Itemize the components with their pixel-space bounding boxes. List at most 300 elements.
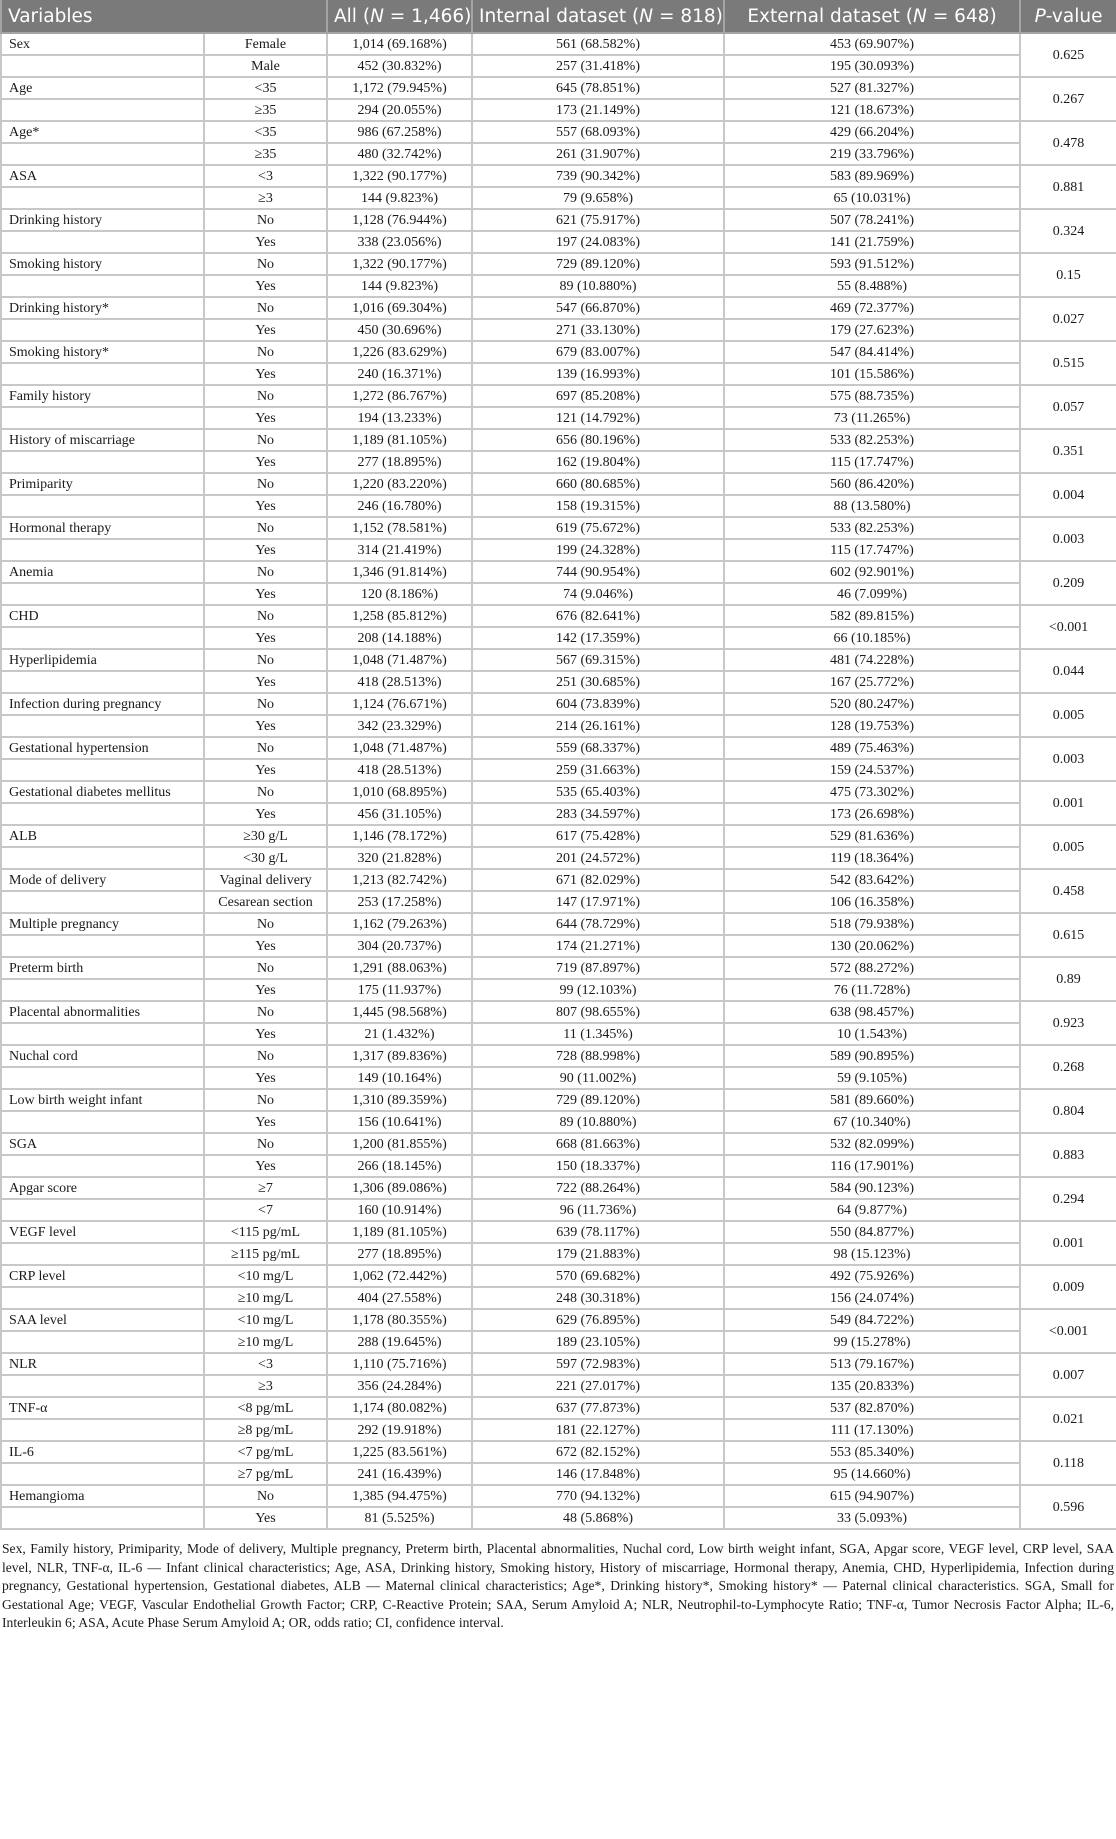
table-row — [1, 1419, 1116, 1441]
external-count-cell: 95 (14.660%) — [724, 1463, 1020, 1485]
all-count-cell: 144 (9.823%) — [327, 187, 472, 209]
all-count-cell: 480 (32.742%) — [327, 143, 472, 165]
table-row — [1, 1045, 1116, 1067]
variable-name-cell — [1, 231, 204, 253]
table-row — [1, 473, 1116, 495]
external-count-cell: 453 (69.907%) — [724, 33, 1020, 55]
variable-name-cell: ALB — [1, 825, 204, 847]
internal-count-cell: 201 (24.572%) — [472, 847, 724, 869]
internal-count-cell: 181 (22.127%) — [472, 1419, 724, 1441]
external-count-cell: 638 (98.457%) — [724, 1001, 1020, 1023]
all-count-cell: 294 (20.055%) — [327, 99, 472, 121]
internal-count-cell: 146 (17.848%) — [472, 1463, 724, 1485]
p-value-cell: 0.478 — [1020, 121, 1116, 165]
internal-count-cell: 150 (18.337%) — [472, 1155, 724, 1177]
table-body — [1, 33, 1116, 1529]
table-row — [1, 209, 1116, 231]
level-cell: Yes — [204, 451, 327, 473]
all-count-cell: 253 (17.258%) — [327, 891, 472, 913]
table-row — [1, 319, 1116, 341]
table-row — [1, 253, 1116, 275]
p-value-cell: <0.001 — [1020, 605, 1116, 649]
all-count-cell: 208 (14.188%) — [327, 627, 472, 649]
internal-count-cell: 739 (90.342%) — [472, 165, 724, 187]
all-count-cell: 81 (5.525%) — [327, 1507, 472, 1529]
table-row — [1, 957, 1116, 979]
table-row — [1, 1177, 1116, 1199]
table-row — [1, 77, 1116, 99]
external-count-cell: 73 (11.265%) — [724, 407, 1020, 429]
external-count-cell: 195 (30.093%) — [724, 55, 1020, 77]
all-count-cell: 1,346 (91.814%) — [327, 561, 472, 583]
table-row — [1, 517, 1116, 539]
table-row — [1, 99, 1116, 121]
external-count-cell: 481 (74.228%) — [724, 649, 1020, 671]
all-count-cell: 1,146 (78.172%) — [327, 825, 472, 847]
table-row — [1, 671, 1116, 693]
internal-count-cell: 271 (33.130%) — [472, 319, 724, 341]
external-count-cell: 583 (89.969%) — [724, 165, 1020, 187]
external-count-cell: 33 (5.093%) — [724, 1507, 1020, 1529]
variable-name-cell: SAA level — [1, 1309, 204, 1331]
external-count-cell: 46 (7.099%) — [724, 583, 1020, 605]
variable-name-cell — [1, 451, 204, 473]
variable-name-cell — [1, 891, 204, 913]
table-row — [1, 1133, 1116, 1155]
internal-count-cell: 199 (24.328%) — [472, 539, 724, 561]
variable-name-cell — [1, 1111, 204, 1133]
internal-count-cell: 619 (75.672%) — [472, 517, 724, 539]
internal-count-cell: 142 (17.359%) — [472, 627, 724, 649]
table-row — [1, 1221, 1116, 1243]
internal-count-cell: 96 (11.736%) — [472, 1199, 724, 1221]
table-row — [1, 539, 1116, 561]
level-cell: ≥30 g/L — [204, 825, 327, 847]
internal-count-cell: 728 (88.998%) — [472, 1045, 724, 1067]
table-row — [1, 341, 1116, 363]
variable-name-cell — [1, 539, 204, 561]
level-cell: Yes — [204, 671, 327, 693]
all-count-cell: 246 (16.780%) — [327, 495, 472, 517]
level-cell: <10 mg/L — [204, 1265, 327, 1287]
internal-count-cell: 48 (5.868%) — [472, 1507, 724, 1529]
external-count-cell: 602 (92.901%) — [724, 561, 1020, 583]
all-count-cell: 1,385 (94.475%) — [327, 1485, 472, 1507]
level-cell: No — [204, 429, 327, 451]
p-value-cell: 0.351 — [1020, 429, 1116, 473]
variable-name-cell: Low birth weight infant — [1, 1089, 204, 1111]
variable-name-cell — [1, 1067, 204, 1089]
external-count-cell: 98 (15.123%) — [724, 1243, 1020, 1265]
all-count-cell: 194 (13.233%) — [327, 407, 472, 429]
all-count-cell: 156 (10.641%) — [327, 1111, 472, 1133]
table-row — [1, 385, 1116, 407]
all-count-cell: 1,110 (75.716%) — [327, 1353, 472, 1375]
external-count-cell: 533 (82.253%) — [724, 517, 1020, 539]
all-count-cell: 1,014 (69.168%) — [327, 33, 472, 55]
table-row — [1, 451, 1116, 473]
internal-count-cell: 90 (11.002%) — [472, 1067, 724, 1089]
external-count-cell: 581 (89.660%) — [724, 1089, 1020, 1111]
level-cell: No — [204, 253, 327, 275]
internal-count-cell: 570 (69.682%) — [472, 1265, 724, 1287]
external-count-cell: 615 (94.907%) — [724, 1485, 1020, 1507]
all-count-cell: 277 (18.895%) — [327, 451, 472, 473]
level-cell: <35 — [204, 77, 327, 99]
internal-count-cell: 644 (78.729%) — [472, 913, 724, 935]
p-value-cell: 0.001 — [1020, 781, 1116, 825]
all-count-cell: 1,128 (76.944%) — [327, 209, 472, 231]
all-count-cell: 1,322 (90.177%) — [327, 165, 472, 187]
all-count-cell: 1,048 (71.487%) — [327, 649, 472, 671]
variable-name-cell: Drinking history — [1, 209, 204, 231]
level-cell: Male — [204, 55, 327, 77]
level-cell: <7 pg/mL — [204, 1441, 327, 1463]
table-row — [1, 891, 1116, 913]
all-count-cell: 450 (30.696%) — [327, 319, 472, 341]
variable-name-cell: Hemangioma — [1, 1485, 204, 1507]
internal-count-cell: 559 (68.337%) — [472, 737, 724, 759]
table-row — [1, 1089, 1116, 1111]
p-value-cell: <0.001 — [1020, 1309, 1116, 1353]
variable-name-cell: NLR — [1, 1353, 204, 1375]
level-cell: Yes — [204, 583, 327, 605]
external-count-cell: 76 (11.728%) — [724, 979, 1020, 1001]
external-count-cell: 492 (75.926%) — [724, 1265, 1020, 1287]
internal-count-cell: 251 (30.685%) — [472, 671, 724, 693]
all-count-cell: 1,178 (80.355%) — [327, 1309, 472, 1331]
p-value-cell: 0.923 — [1020, 1001, 1116, 1045]
variable-name-cell: ASA — [1, 165, 204, 187]
internal-count-cell: 645 (78.851%) — [472, 77, 724, 99]
all-count-cell: 342 (23.329%) — [327, 715, 472, 737]
level-cell: Yes — [204, 319, 327, 341]
level-cell: ≥3 — [204, 1375, 327, 1397]
external-count-cell: 64 (9.877%) — [724, 1199, 1020, 1221]
all-count-cell: 404 (27.558%) — [327, 1287, 472, 1309]
table-row — [1, 407, 1116, 429]
internal-count-cell: 807 (98.655%) — [472, 1001, 724, 1023]
table-row — [1, 231, 1116, 253]
all-count-cell: 240 (16.371%) — [327, 363, 472, 385]
variable-name-cell — [1, 495, 204, 517]
all-count-cell: 21 (1.432%) — [327, 1023, 472, 1045]
table-row — [1, 1331, 1116, 1353]
level-cell: Yes — [204, 539, 327, 561]
variable-name-cell: Hyperlipidemia — [1, 649, 204, 671]
variable-name-cell: Sex — [1, 33, 204, 55]
level-cell: Yes — [204, 275, 327, 297]
all-count-cell: 1,189 (81.105%) — [327, 429, 472, 451]
external-count-cell: 99 (15.278%) — [724, 1331, 1020, 1353]
variable-name-cell: CHD — [1, 605, 204, 627]
p-value-cell: 0.021 — [1020, 1397, 1116, 1441]
internal-count-cell: 139 (16.993%) — [472, 363, 724, 385]
all-count-cell: 277 (18.895%) — [327, 1243, 472, 1265]
level-cell: Yes — [204, 1023, 327, 1045]
level-cell: Cesarean section — [204, 891, 327, 913]
variable-name-cell: Smoking history* — [1, 341, 204, 363]
p-value-cell: 0.596 — [1020, 1485, 1116, 1529]
all-count-cell: 1,152 (78.581%) — [327, 517, 472, 539]
table-header-row — [1, 0, 1116, 33]
p-value-cell: 0.458 — [1020, 869, 1116, 913]
level-cell: <7 — [204, 1199, 327, 1221]
table-row — [1, 649, 1116, 671]
internal-count-cell: 197 (24.083%) — [472, 231, 724, 253]
level-cell: ≥3 — [204, 187, 327, 209]
table-row — [1, 275, 1116, 297]
external-count-cell: 128 (19.753%) — [724, 715, 1020, 737]
level-cell: No — [204, 649, 327, 671]
table-row — [1, 737, 1116, 759]
p-value-cell: 0.027 — [1020, 297, 1116, 341]
variable-name-cell: History of miscarriage — [1, 429, 204, 451]
level-cell: <115 pg/mL — [204, 1221, 327, 1243]
all-count-cell: 418 (28.513%) — [327, 759, 472, 781]
internal-count-cell: 121 (14.792%) — [472, 407, 724, 429]
variable-name-cell — [1, 1331, 204, 1353]
variable-name-cell — [1, 275, 204, 297]
p-value-cell: 0.615 — [1020, 913, 1116, 957]
internal-count-cell: 214 (26.161%) — [472, 715, 724, 737]
all-count-cell: 986 (67.258%) — [327, 121, 472, 143]
external-count-cell: 582 (89.815%) — [724, 605, 1020, 627]
variable-name-cell — [1, 847, 204, 869]
table-row — [1, 583, 1116, 605]
external-count-cell: 115 (17.747%) — [724, 539, 1020, 561]
level-cell: Yes — [204, 627, 327, 649]
all-count-cell: 120 (8.186%) — [327, 583, 472, 605]
all-count-cell: 1,225 (83.561%) — [327, 1441, 472, 1463]
p-value-cell: 0.003 — [1020, 517, 1116, 561]
p-value-cell: 0.267 — [1020, 77, 1116, 121]
variable-name-cell — [1, 1199, 204, 1221]
internal-count-cell: 660 (80.685%) — [472, 473, 724, 495]
internal-count-cell: 221 (27.017%) — [472, 1375, 724, 1397]
external-count-cell: 513 (79.167%) — [724, 1353, 1020, 1375]
internal-count-cell: 11 (1.345%) — [472, 1023, 724, 1045]
p-value-cell: 0.007 — [1020, 1353, 1116, 1397]
level-cell: Yes — [204, 407, 327, 429]
level-cell: <10 mg/L — [204, 1309, 327, 1331]
internal-count-cell: 261 (31.907%) — [472, 143, 724, 165]
variable-name-cell — [1, 1287, 204, 1309]
all-count-cell: 452 (30.832%) — [327, 55, 472, 77]
all-count-cell: 304 (20.737%) — [327, 935, 472, 957]
all-count-cell: 1,048 (71.487%) — [327, 737, 472, 759]
level-cell: No — [204, 957, 327, 979]
table-row — [1, 297, 1116, 319]
table-row — [1, 121, 1116, 143]
external-count-cell: 66 (10.185%) — [724, 627, 1020, 649]
level-cell: No — [204, 1089, 327, 1111]
internal-count-cell: 637 (77.873%) — [472, 1397, 724, 1419]
p-value-cell: 0.881 — [1020, 165, 1116, 209]
table-row — [1, 187, 1116, 209]
level-cell: No — [204, 693, 327, 715]
all-count-cell: 1,272 (86.767%) — [327, 385, 472, 407]
variable-name-cell: Age — [1, 77, 204, 99]
table-row — [1, 869, 1116, 891]
level-cell: Yes — [204, 495, 327, 517]
level-cell: Yes — [204, 1111, 327, 1133]
level-cell: ≥10 mg/L — [204, 1287, 327, 1309]
variable-name-cell: CRP level — [1, 1265, 204, 1287]
internal-count-cell: 259 (31.663%) — [472, 759, 724, 781]
internal-count-cell: 173 (21.149%) — [472, 99, 724, 121]
table-row — [1, 803, 1116, 825]
table-row — [1, 847, 1116, 869]
level-cell: <8 pg/mL — [204, 1397, 327, 1419]
external-count-cell: 575 (88.735%) — [724, 385, 1020, 407]
variable-name-cell: Drinking history* — [1, 297, 204, 319]
external-count-cell: 549 (84.722%) — [724, 1309, 1020, 1331]
variable-name-cell — [1, 627, 204, 649]
table-row — [1, 55, 1116, 77]
all-count-cell: 266 (18.145%) — [327, 1155, 472, 1177]
external-count-cell: 532 (82.099%) — [724, 1133, 1020, 1155]
level-cell: Yes — [204, 363, 327, 385]
variable-name-cell: Placental abnormalities — [1, 1001, 204, 1023]
table-row — [1, 627, 1116, 649]
variable-name-cell: Age* — [1, 121, 204, 143]
variable-name-cell: Multiple pregnancy — [1, 913, 204, 935]
external-count-cell: 167 (25.772%) — [724, 671, 1020, 693]
level-cell: <35 — [204, 121, 327, 143]
level-cell: No — [204, 473, 327, 495]
external-count-cell: 560 (86.420%) — [724, 473, 1020, 495]
all-count-cell: 144 (9.823%) — [327, 275, 472, 297]
header-external: External dataset (N = 648) — [724, 0, 1020, 33]
external-count-cell: 572 (88.272%) — [724, 957, 1020, 979]
all-count-cell: 1,306 (89.086%) — [327, 1177, 472, 1199]
level-cell: ≥7 pg/mL — [204, 1463, 327, 1485]
external-count-cell: 589 (90.895%) — [724, 1045, 1020, 1067]
external-count-cell: 179 (27.623%) — [724, 319, 1020, 341]
table-row — [1, 759, 1116, 781]
header-internal: Internal dataset (N = 818) — [472, 0, 724, 33]
external-count-cell: 135 (20.833%) — [724, 1375, 1020, 1397]
table-row — [1, 781, 1116, 803]
all-count-cell: 1,016 (69.304%) — [327, 297, 472, 319]
table-row — [1, 913, 1116, 935]
external-count-cell: 507 (78.241%) — [724, 209, 1020, 231]
internal-count-cell: 257 (31.418%) — [472, 55, 724, 77]
internal-count-cell: 719 (87.897%) — [472, 957, 724, 979]
internal-count-cell: 668 (81.663%) — [472, 1133, 724, 1155]
level-cell: No — [204, 341, 327, 363]
variable-name-cell — [1, 319, 204, 341]
variable-name-cell — [1, 715, 204, 737]
table-row — [1, 1265, 1116, 1287]
all-count-cell: 320 (21.828%) — [327, 847, 472, 869]
table-row — [1, 1485, 1116, 1507]
table-row — [1, 605, 1116, 627]
external-count-cell: 10 (1.543%) — [724, 1023, 1020, 1045]
all-count-cell: 1,172 (79.945%) — [327, 77, 472, 99]
external-count-cell: 593 (91.512%) — [724, 253, 1020, 275]
internal-count-cell: 147 (17.971%) — [472, 891, 724, 913]
p-value-cell: 0.268 — [1020, 1045, 1116, 1089]
table-row — [1, 825, 1116, 847]
external-count-cell: 527 (81.327%) — [724, 77, 1020, 99]
table-row — [1, 1287, 1116, 1309]
table-row — [1, 495, 1116, 517]
level-cell: <3 — [204, 165, 327, 187]
internal-count-cell: 74 (9.046%) — [472, 583, 724, 605]
level-cell: ≥7 — [204, 1177, 327, 1199]
external-count-cell: 469 (72.377%) — [724, 297, 1020, 319]
external-count-cell: 156 (24.074%) — [724, 1287, 1020, 1309]
p-value-cell: 0.005 — [1020, 825, 1116, 869]
variable-name-cell — [1, 187, 204, 209]
header-variables: Variables — [1, 0, 327, 33]
table-row — [1, 1397, 1116, 1419]
p-value-cell: 0.004 — [1020, 473, 1116, 517]
table-row — [1, 33, 1116, 55]
external-count-cell: 111 (17.130%) — [724, 1419, 1020, 1441]
variable-name-cell — [1, 407, 204, 429]
table-row — [1, 1309, 1116, 1331]
variable-name-cell — [1, 1507, 204, 1529]
level-cell: No — [204, 1485, 327, 1507]
variable-name-cell: Mode of delivery — [1, 869, 204, 891]
external-count-cell: 533 (82.253%) — [724, 429, 1020, 451]
external-count-cell: 520 (80.247%) — [724, 693, 1020, 715]
variable-name-cell: Gestational diabetes mellitus — [1, 781, 204, 803]
level-cell: No — [204, 1001, 327, 1023]
level-cell: ≥35 — [204, 143, 327, 165]
p-value-cell: 0.804 — [1020, 1089, 1116, 1133]
external-count-cell: 65 (10.031%) — [724, 187, 1020, 209]
table-row — [1, 1111, 1116, 1133]
table-row — [1, 1155, 1116, 1177]
variable-name-cell: TNF-α — [1, 1397, 204, 1419]
level-cell: Female — [204, 33, 327, 55]
p-value-cell: 0.625 — [1020, 33, 1116, 77]
level-cell: No — [204, 517, 327, 539]
external-count-cell: 219 (33.796%) — [724, 143, 1020, 165]
header-all: All (N = 1,466) — [327, 0, 472, 33]
level-cell: No — [204, 385, 327, 407]
internal-count-cell: 89 (10.880%) — [472, 275, 724, 297]
variable-name-cell — [1, 143, 204, 165]
internal-count-cell: 597 (72.983%) — [472, 1353, 724, 1375]
internal-count-cell: 744 (90.954%) — [472, 561, 724, 583]
variable-name-cell: Smoking history — [1, 253, 204, 275]
all-count-cell: 1,200 (81.855%) — [327, 1133, 472, 1155]
level-cell: ≥35 — [204, 99, 327, 121]
variable-name-cell: Apgar score — [1, 1177, 204, 1199]
internal-count-cell: 79 (9.658%) — [472, 187, 724, 209]
level-cell: Yes — [204, 979, 327, 1001]
all-count-cell: 1,189 (81.105%) — [327, 1221, 472, 1243]
level-cell: Yes — [204, 231, 327, 253]
level-cell: No — [204, 1045, 327, 1067]
variable-name-cell — [1, 1243, 204, 1265]
table-row — [1, 979, 1116, 1001]
level-cell: Vaginal delivery — [204, 869, 327, 891]
level-cell: Yes — [204, 1507, 327, 1529]
variable-name-cell: Hormonal therapy — [1, 517, 204, 539]
variable-name-cell — [1, 583, 204, 605]
external-count-cell: 489 (75.463%) — [724, 737, 1020, 759]
external-count-cell: 101 (15.586%) — [724, 363, 1020, 385]
table-row — [1, 1199, 1116, 1221]
external-count-cell: 115 (17.747%) — [724, 451, 1020, 473]
header-pvalue: P-value — [1020, 0, 1116, 33]
